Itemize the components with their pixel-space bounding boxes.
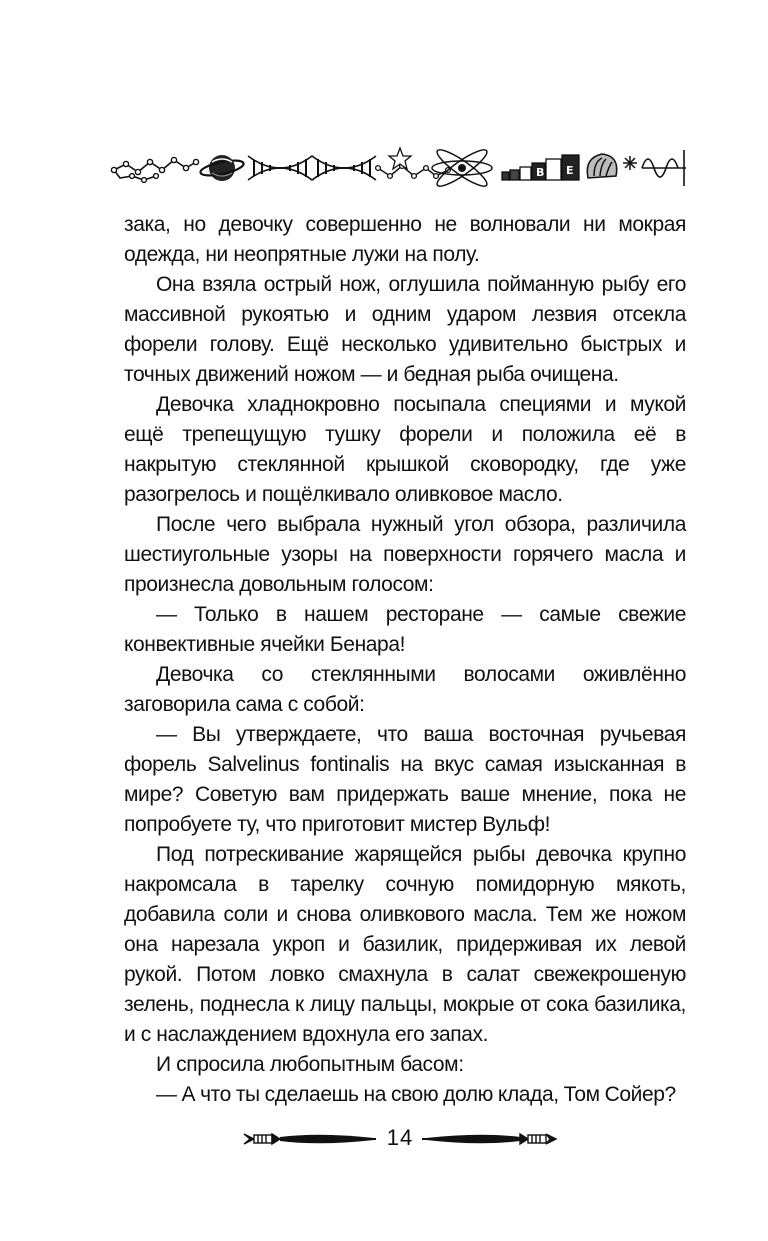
paragraph: После чего выбрала нужный угол обзора, различила шестиугольные узоры на поверхности горячего масла и произнесла довольным голосом: <box>124 513 686 596</box>
paragraph: зака, но девочку совершенно не волновали ни мокрая одежда, ни неопрятные лужи на полу. <box>124 213 686 266</box>
page-number: 14 <box>376 1124 424 1152</box>
arrow-right-icon <box>420 1122 560 1156</box>
paragraph: — Только в нашем ресторане — самые свежие конвективные ячейки Бенара! <box>124 603 686 656</box>
header-ornament-icon <box>110 146 688 190</box>
paragraph: И спросила любопытным басом: <box>156 1053 464 1076</box>
paragraph: Девочка со стеклянными волосами оживлённо заговорила сама с собой: <box>124 663 686 716</box>
paragraph: — А что ты сделаешь на свою долю клада, Том Сойер? <box>156 1083 676 1106</box>
svg-text:B: B <box>536 166 545 179</box>
page-footer <box>240 1122 560 1156</box>
paragraph: Девочка хладнокровно посыпала специями и мукой ещё трепещущую тушку форели и положила её в накрытую стеклянной крышкой сковородку, где уже разогрелось и пощёлкивало оливковое масло. <box>124 393 686 506</box>
paragraph: — Вы утверждаете, что ваша восточная ручьевая форель Salvelinus fontinalis на вкус самая изысканная в мире? Советую вам придержать ваше мнение, пока не попробуете ту, что приготовит мистер Вульф! <box>124 723 686 836</box>
page-text <box>124 210 686 1110</box>
arrow-left-icon <box>240 1122 380 1156</box>
paragraph: Она взяла острый нож, оглушила пойманную рыбу его массивной рукоятью и одним ударом лезвия отсекла форели голову. Ещё несколько удивительно быстрых и точных движений ножом — и бедная рыба очищена. <box>124 273 686 386</box>
svg-text:E: E <box>566 164 574 177</box>
paragraph: Под потрескивание жарящейся рыбы девочка крупно накромсала в тарелку сочную помидорную мякоть, добавила соли и снова оливкового масла. Тем же ножом она нарезала укроп и базилик, придерживая их левой рукой. Потом ловко смахнула в салат свежекрошеную зелень, поднесла к лицу пальцы, мокрые от сока базилика, и с наслаждением вдохнула его запах. <box>124 843 686 1046</box>
